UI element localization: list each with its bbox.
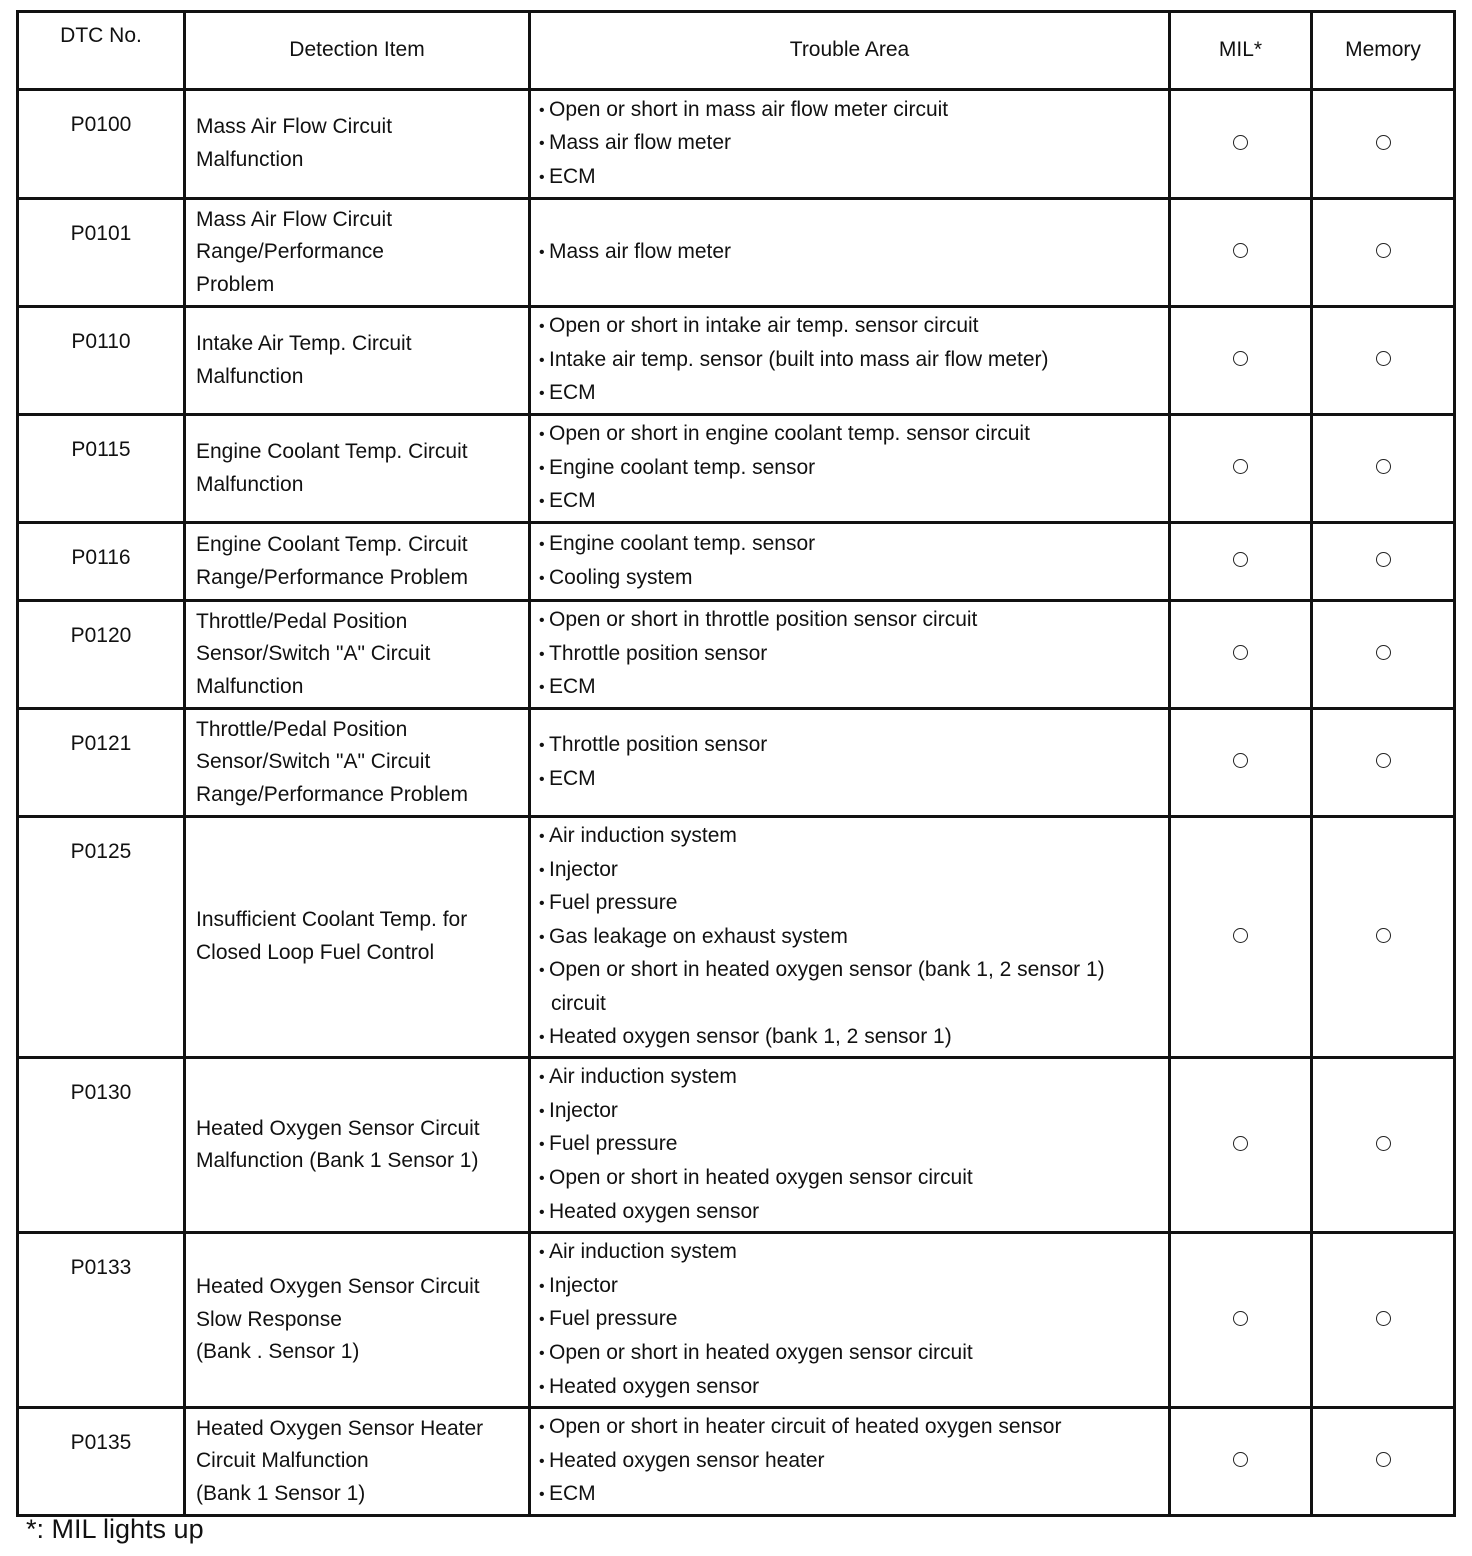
detection-item xyxy=(185,1233,530,1408)
trouble-area-item xyxy=(539,377,1158,411)
table-row xyxy=(18,523,1455,601)
table-row xyxy=(18,601,1455,709)
trouble-area-text: Mass air flow meter xyxy=(549,239,732,263)
dtc-code: P0110 xyxy=(18,307,185,415)
detection-item xyxy=(185,1408,530,1516)
trouble-area-text: Engine coolant temp. sensor xyxy=(549,531,816,555)
trouble-area-item xyxy=(539,344,1158,378)
circle-mark-icon xyxy=(1233,459,1248,474)
mil-indicator-cell xyxy=(1170,601,1312,709)
dtc-code: P0115 xyxy=(18,415,185,523)
trouble-area-text: Throttle position sensor xyxy=(549,641,768,665)
bullet-icon: • xyxy=(539,1378,545,1396)
memory-indicator-cell xyxy=(1312,90,1455,199)
circle-mark-icon xyxy=(1233,645,1248,660)
detection-item-line: (Bank . Sensor 1) xyxy=(196,1340,360,1364)
trouble-area-item xyxy=(539,1061,1158,1095)
mil-indicator-cell xyxy=(1170,1233,1312,1408)
circle-mark-icon xyxy=(1376,645,1391,660)
mil-indicator-cell xyxy=(1170,90,1312,199)
mil-indicator-cell xyxy=(1170,1058,1312,1233)
detection-item-line: Circuit Malfunction xyxy=(196,1449,369,1473)
trouble-area-item xyxy=(539,161,1158,195)
trouble-area-text: Mass air flow meter xyxy=(549,131,732,155)
trouble-area-text: circuit xyxy=(551,991,606,1015)
detection-item xyxy=(185,415,530,523)
bullet-icon: • xyxy=(539,770,545,788)
bullet-icon: • xyxy=(539,1028,545,1046)
trouble-area-text: ECM xyxy=(549,381,596,405)
circle-mark-icon xyxy=(1376,351,1391,366)
trouble-area-item xyxy=(539,1236,1158,1270)
trouble-area-text: Fuel pressure xyxy=(549,1307,678,1331)
bullet-icon: • xyxy=(539,1486,545,1504)
table-row xyxy=(18,1408,1455,1516)
detection-item-line: Engine Coolant Temp. Circuit xyxy=(196,439,468,463)
detection-item xyxy=(185,709,530,817)
detection-item-line: Malfunction xyxy=(196,674,304,698)
dtc-code: P0116 xyxy=(18,523,185,601)
trouble-area-text: Intake air temp. sensor (built into mass air flow meter) xyxy=(549,347,1049,371)
detection-item-line: Problem xyxy=(196,272,275,296)
memory-indicator-cell xyxy=(1312,415,1455,523)
bullet-icon: • xyxy=(539,1169,545,1187)
trouble-area-item xyxy=(539,1270,1158,1304)
trouble-area-item xyxy=(539,1478,1158,1512)
circle-mark-icon xyxy=(1376,459,1391,474)
trouble-area-item xyxy=(539,236,1158,270)
trouble-area-text: Open or short in heater circuit of heated oxygen sensor xyxy=(549,1415,1062,1439)
memory-indicator-cell xyxy=(1312,709,1455,817)
circle-mark-icon xyxy=(1233,351,1248,366)
detection-item xyxy=(185,307,530,415)
trouble-area-item xyxy=(539,1128,1158,1162)
bullet-icon: • xyxy=(539,493,545,511)
trouble-area-item xyxy=(539,1337,1158,1371)
bullet-icon: • xyxy=(539,1102,545,1120)
table-row xyxy=(18,199,1455,307)
circle-mark-icon xyxy=(1233,753,1248,768)
trouble-area-text: Heated oxygen sensor (bank 1, 2 sensor 1) xyxy=(549,1024,952,1048)
detection-item-line: Throttle/Pedal Position xyxy=(196,717,408,741)
bullet-icon: • xyxy=(539,1452,545,1470)
trouble-area-text: Air induction system xyxy=(549,1065,737,1089)
trouble-area-text: Engine coolant temp. sensor xyxy=(549,455,816,479)
trouble-area-item xyxy=(539,854,1158,888)
header-detection-item: Detection Item xyxy=(185,12,530,90)
detection-item-line: (Bank 1 Sensor 1) xyxy=(196,1481,366,1505)
bullet-icon: • xyxy=(539,1136,545,1154)
dtc-code: P0101 xyxy=(18,199,185,307)
header-dtc-no: DTC No. xyxy=(18,12,185,90)
detection-item-line: Malfunction xyxy=(196,148,304,171)
trouble-area-item xyxy=(539,485,1158,519)
trouble-area xyxy=(530,307,1170,415)
bullet-icon: • xyxy=(539,861,545,879)
header-trouble-area: Trouble Area xyxy=(530,12,1170,90)
trouble-area-text: Injector xyxy=(549,857,618,881)
circle-mark-icon xyxy=(1233,928,1248,943)
memory-indicator-cell xyxy=(1312,1233,1455,1408)
bullet-icon: • xyxy=(539,679,545,697)
detection-item xyxy=(185,90,530,199)
trouble-area-text: ECM xyxy=(549,1482,596,1506)
bullet-icon: • xyxy=(539,612,545,630)
trouble-area-text: Air induction system xyxy=(549,824,737,847)
bullet-icon: • xyxy=(539,1244,545,1262)
circle-mark-icon xyxy=(1233,552,1248,567)
dtc-code: P0121 xyxy=(18,709,185,817)
trouble-area xyxy=(530,709,1170,817)
trouble-area-text: Open or short in engine coolant temp. sensor circuit xyxy=(549,422,1030,446)
circle-mark-icon xyxy=(1376,928,1391,943)
mil-indicator-cell xyxy=(1170,415,1312,523)
detection-item-line: Malfunction (Bank 1 Sensor 1) xyxy=(196,1149,479,1173)
trouble-area-item xyxy=(539,887,1158,921)
trouble-area-text: ECM xyxy=(549,489,596,513)
circle-mark-icon xyxy=(1233,1452,1248,1467)
trouble-area xyxy=(530,523,1170,601)
detection-item-line: Insufficient Coolant Temp. for xyxy=(196,908,468,932)
trouble-area-item xyxy=(539,954,1158,988)
bullet-icon: • xyxy=(539,962,545,980)
trouble-area-item xyxy=(539,638,1158,672)
detection-item-line: Range/Performance xyxy=(196,240,384,264)
detection-item xyxy=(185,199,530,307)
trouble-area xyxy=(530,1233,1170,1408)
circle-mark-icon xyxy=(1233,1311,1248,1326)
table-row xyxy=(18,1058,1455,1233)
trouble-area-text: Open or short in mass air flow meter circuit xyxy=(549,97,949,121)
detection-item-line: Heated Oxygen Sensor Circuit xyxy=(196,1116,480,1140)
table-row xyxy=(18,415,1455,523)
trouble-area-text: Heated oxygen sensor xyxy=(549,1374,760,1398)
table-row xyxy=(18,90,1455,199)
dtc-code: P0135 xyxy=(18,1408,185,1516)
detection-item-line: Intake Air Temp. Circuit xyxy=(196,331,412,355)
trouble-area-text: Cooling system xyxy=(549,565,693,589)
memory-indicator-cell xyxy=(1312,307,1455,415)
bullet-icon: • xyxy=(539,645,545,663)
trouble-area xyxy=(530,415,1170,523)
trouble-area-text: Injector xyxy=(549,1098,618,1122)
trouble-area-text: Open or short in throttle position sensor circuit xyxy=(549,608,978,632)
detection-item-line: Range/Performance Problem xyxy=(196,782,468,806)
trouble-area-text: Open or short in heated oxygen sensor circuit xyxy=(549,1165,973,1189)
table-header-row xyxy=(18,12,1455,90)
detection-item-line: Malfunction xyxy=(196,364,304,388)
dtc-code: P0100 xyxy=(18,90,185,199)
trouble-area xyxy=(530,199,1170,307)
trouble-area-text: Open or short in heated oxygen sensor (bank 1, 2 sensor 1) xyxy=(549,958,1105,982)
circle-mark-icon xyxy=(1376,135,1391,150)
trouble-area-text: ECM xyxy=(549,766,596,790)
detection-item-line: Heated Oxygen Sensor Heater xyxy=(196,1416,484,1440)
trouble-area-item xyxy=(539,310,1158,344)
trouble-area-item xyxy=(539,1303,1158,1337)
header-memory: Memory xyxy=(1312,12,1455,90)
memory-indicator-cell xyxy=(1312,601,1455,709)
trouble-area-item xyxy=(539,528,1158,562)
detection-item-line: Slow Response xyxy=(196,1307,342,1331)
detection-item-line: Engine Coolant Temp. Circuit xyxy=(196,532,468,556)
dtc-code: P0125 xyxy=(18,817,185,1058)
bullet-icon: • xyxy=(539,1203,545,1221)
trouble-area-text: Heated oxygen sensor heater xyxy=(549,1448,825,1472)
trouble-area xyxy=(530,90,1170,199)
circle-mark-icon xyxy=(1376,1311,1391,1326)
table-row xyxy=(18,1233,1455,1408)
trouble-area-item xyxy=(539,1196,1158,1230)
trouble-area-text: Heated oxygen sensor xyxy=(549,1199,760,1223)
trouble-area xyxy=(530,817,1170,1058)
detection-item xyxy=(185,1058,530,1233)
bullet-icon: • xyxy=(539,1344,545,1362)
table-row xyxy=(18,817,1455,1058)
bullet-icon: • xyxy=(539,736,545,754)
footnote: *: MIL lights up xyxy=(26,1514,204,1544)
circle-mark-icon xyxy=(1233,1136,1248,1151)
trouble-area-text: Injector xyxy=(549,1273,618,1297)
bullet-icon: • xyxy=(539,535,545,553)
detection-item-line: Mass Air Flow Circuit xyxy=(196,207,393,231)
memory-indicator-cell xyxy=(1312,1058,1455,1233)
trouble-area-text: Gas leakage on exhaust system xyxy=(549,924,848,948)
trouble-area-item xyxy=(539,94,1158,128)
bullet-icon: • xyxy=(539,459,545,477)
trouble-area-text: Open or short in heated oxygen sensor circuit xyxy=(549,1340,973,1364)
trouble-area xyxy=(530,601,1170,709)
mil-indicator-cell xyxy=(1170,307,1312,415)
dtc-code: P0120 xyxy=(18,601,185,709)
table-body xyxy=(18,90,1455,1516)
table-row xyxy=(18,709,1455,817)
memory-indicator-cell xyxy=(1312,199,1455,307)
detection-item-line: Sensor/Switch "A" Circuit xyxy=(196,750,431,774)
mil-indicator-cell xyxy=(1170,1408,1312,1516)
table-row xyxy=(18,307,1455,415)
trouble-area-item xyxy=(539,820,1158,854)
circle-mark-icon xyxy=(1233,243,1248,258)
bullet-icon: • xyxy=(539,1311,545,1329)
circle-mark-icon xyxy=(1376,1136,1391,1151)
trouble-area-text: Open or short in intake air temp. sensor circuit xyxy=(549,314,979,338)
dtc-code: P0133 xyxy=(18,1233,185,1408)
circle-mark-icon xyxy=(1376,753,1391,768)
trouble-area-item xyxy=(539,562,1158,596)
bullet-icon: • xyxy=(539,385,545,403)
trouble-area-item xyxy=(539,604,1158,638)
bullet-icon: • xyxy=(539,828,545,845)
bullet-icon: • xyxy=(539,135,545,153)
detection-item-line: Closed Loop Fuel Control xyxy=(196,941,435,965)
trouble-area xyxy=(530,1058,1170,1233)
memory-indicator-cell xyxy=(1312,1408,1455,1516)
trouble-area-text: Fuel pressure xyxy=(549,1132,678,1156)
bullet-icon: • xyxy=(539,928,545,946)
trouble-area-item xyxy=(539,1021,1158,1055)
trouble-area-item xyxy=(539,452,1158,486)
mil-indicator-cell xyxy=(1170,817,1312,1058)
trouble-area-item xyxy=(539,1445,1158,1479)
trouble-area-item xyxy=(539,418,1158,452)
detection-item-line: Malfunction xyxy=(196,472,304,496)
trouble-area-item xyxy=(539,671,1158,705)
detection-item xyxy=(185,523,530,601)
bullet-icon: • xyxy=(539,101,545,119)
detection-item-line: Heated Oxygen Sensor Circuit xyxy=(196,1275,480,1299)
trouble-area-item xyxy=(539,1162,1158,1196)
bullet-icon: • xyxy=(539,426,545,444)
trouble-area-item xyxy=(539,1095,1158,1129)
memory-indicator-cell xyxy=(1312,523,1455,601)
dtc-table xyxy=(16,10,1456,1517)
circle-mark-icon xyxy=(1233,135,1248,150)
trouble-area-item xyxy=(539,763,1158,797)
bullet-icon: • xyxy=(539,895,545,913)
trouble-area-text: Fuel pressure xyxy=(549,891,678,915)
bullet-icon: • xyxy=(539,1419,545,1437)
bullet-icon: • xyxy=(539,569,545,587)
bullet-icon: • xyxy=(539,318,545,336)
detection-item-line: Throttle/Pedal Position xyxy=(196,609,408,633)
trouble-area-text: ECM xyxy=(549,164,596,188)
bullet-icon: • xyxy=(539,243,545,261)
trouble-area-text: Air induction system xyxy=(549,1240,737,1264)
trouble-area-text: Throttle position sensor xyxy=(549,732,768,756)
memory-indicator-cell xyxy=(1312,817,1455,1058)
mil-indicator-cell xyxy=(1170,709,1312,817)
trouble-area-item xyxy=(539,988,1158,1021)
trouble-area-item xyxy=(539,127,1158,161)
dtc-code: P0130 xyxy=(18,1058,185,1233)
detection-item-line: Range/Performance Problem xyxy=(196,565,468,589)
detection-item-line: Sensor/Switch "A" Circuit xyxy=(196,642,431,666)
mil-indicator-cell xyxy=(1170,523,1312,601)
mil-indicator-cell xyxy=(1170,199,1312,307)
bullet-icon: • xyxy=(539,1277,545,1295)
trouble-area-item xyxy=(539,1371,1158,1405)
bullet-icon: • xyxy=(539,351,545,369)
trouble-area-item xyxy=(539,729,1158,763)
bullet-icon: • xyxy=(539,168,545,186)
trouble-area-item xyxy=(539,921,1158,955)
circle-mark-icon xyxy=(1376,243,1391,258)
detection-item xyxy=(185,817,530,1058)
trouble-area-item xyxy=(539,1411,1158,1445)
trouble-area xyxy=(530,1408,1170,1516)
trouble-area-text: ECM xyxy=(549,675,596,699)
circle-mark-icon xyxy=(1376,1452,1391,1467)
detection-item-line: Mass Air Flow Circuit xyxy=(196,115,393,139)
bullet-icon: • xyxy=(539,1069,545,1087)
circle-mark-icon xyxy=(1376,552,1391,567)
detection-item xyxy=(185,601,530,709)
header-mil: MIL* xyxy=(1170,12,1312,90)
